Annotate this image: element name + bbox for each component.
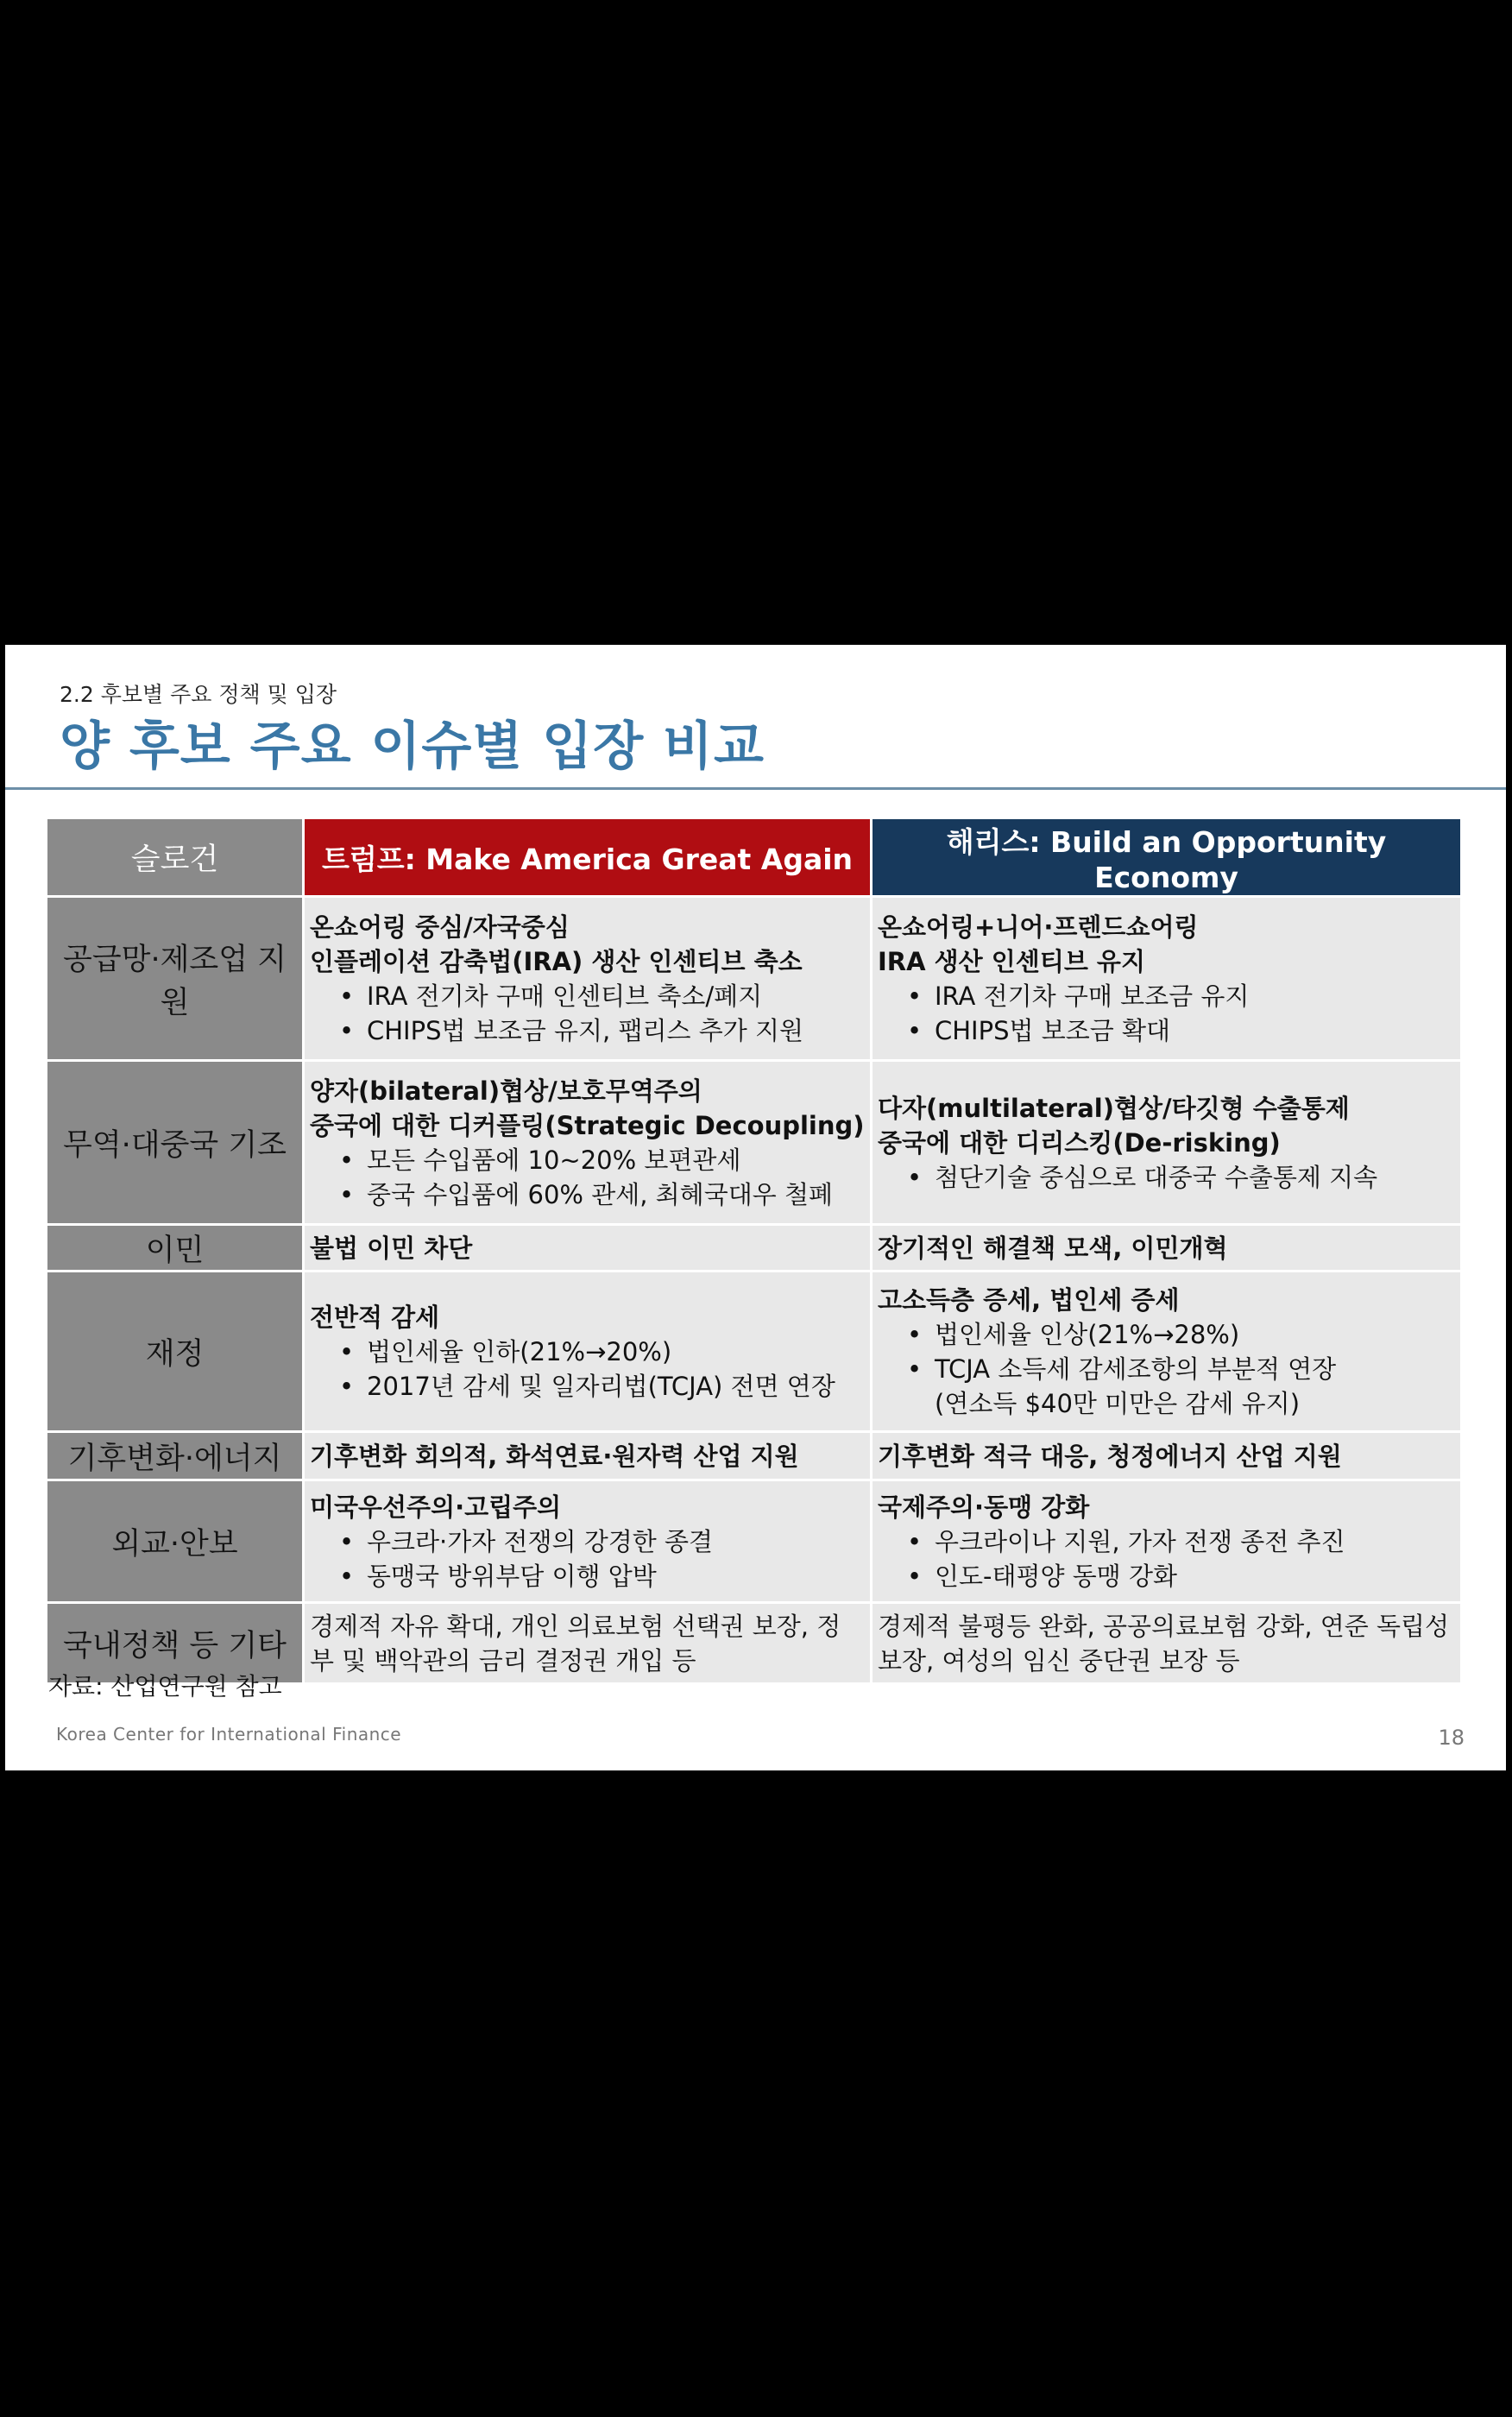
table-row bbox=[47, 1061, 1462, 1225]
table-row bbox=[47, 1480, 1462, 1603]
bullet-list bbox=[310, 1524, 865, 1593]
cell-line: 미국우선주의·고립주의 bbox=[310, 1492, 562, 1522]
header-trump-slogan: 트럼프: Make America Great Again bbox=[304, 818, 872, 897]
list-item: • 2017년 감세 및 일자리법(TCJA) 전면 연장 bbox=[367, 1369, 865, 1404]
cell-line: 다자(multilateral)협상/타깃형 수출통제 bbox=[878, 1093, 1350, 1123]
footer-org: Korea Center for International Finance bbox=[56, 1724, 402, 1745]
harris-cell bbox=[872, 1272, 1462, 1432]
trump-cell bbox=[304, 1225, 872, 1272]
table-row bbox=[47, 1272, 1462, 1432]
list-item: • 동맹국 방위부담 이행 압박 bbox=[367, 1559, 865, 1593]
cell-line: 불법 이민 차단 bbox=[310, 1233, 473, 1263]
trump-cell bbox=[304, 1480, 872, 1603]
cell-line: 기후변화 적극 대응, 청정에너지 산업 지원 bbox=[878, 1441, 1342, 1471]
list-item: • 법인세율 인상(21%→28%) bbox=[935, 1317, 1455, 1352]
cell-line: 기후변화 회의적, 화석연료·원자력 산업 지원 bbox=[310, 1441, 799, 1471]
table-header-row bbox=[47, 818, 1462, 897]
row-label: 기후변화·에너지 bbox=[47, 1432, 304, 1480]
harris-cell bbox=[872, 1225, 1462, 1272]
list-item: • CHIPS법 보조금 유지, 팹리스 추가 지원 bbox=[367, 1013, 865, 1048]
trump-cell bbox=[304, 1432, 872, 1480]
trump-cell: 경제적 자유 확대, 개인 의료보험 선택권 보장, 정부 및 백악관의 금리 결정권 개입 등 bbox=[304, 1603, 872, 1684]
bullet-list bbox=[310, 1335, 865, 1404]
cell-line: IRA 생산 인센티브 유지 bbox=[878, 946, 1145, 976]
page-title: 양 후보 주요 이슈별 입장 비교 bbox=[60, 716, 765, 777]
table-row bbox=[47, 1225, 1462, 1272]
list-item: • 중국 수입품에 60% 관세, 최혜국대우 철폐 bbox=[367, 1177, 865, 1212]
source-note: 자료: 산업연구원 참고 bbox=[48, 1672, 282, 1701]
page-number: 18 bbox=[1438, 1726, 1465, 1750]
list-item: • 인도-태평양 동맹 강화 bbox=[935, 1559, 1455, 1593]
cell-line: 중국에 대한 디커플링(Strategic Decoupling) bbox=[310, 1110, 865, 1140]
harris-cell: 경제적 불평등 완화, 공공의료보험 강화, 연준 독립성 보장, 여성의 임신 중단권 보장 등 bbox=[872, 1603, 1462, 1684]
row-label: 재정 bbox=[47, 1272, 304, 1432]
cell-line: 고소득층 증세, 법인세 증세 bbox=[878, 1284, 1180, 1315]
header-harris-slogan: 해리스: Build an Opportunity Economy bbox=[872, 818, 1462, 897]
row-label: 국내정책 등 기타 bbox=[47, 1603, 304, 1684]
table-row bbox=[47, 1432, 1462, 1480]
list-item: • 모든 수입품에 10~20% 보편관세 bbox=[367, 1143, 865, 1177]
row-label: 이민 bbox=[47, 1225, 304, 1272]
cell-line: 장기적인 해결책 모색, 이민개혁 bbox=[878, 1233, 1228, 1263]
bullet-list bbox=[878, 1524, 1455, 1593]
bullet-list bbox=[878, 1160, 1455, 1195]
trump-cell bbox=[304, 1272, 872, 1432]
bullet-list bbox=[878, 1317, 1455, 1386]
cell-line: 인플레이션 감축법(IRA) 생산 인센티브 축소 bbox=[310, 946, 803, 976]
bullet-list bbox=[310, 979, 865, 1048]
list-item: • 우크라이나 지원, 가자 전쟁 종전 추진 bbox=[935, 1524, 1455, 1559]
harris-cell bbox=[872, 1432, 1462, 1480]
row-label: 무역·대중국 기조 bbox=[47, 1061, 304, 1225]
trump-cell bbox=[304, 897, 872, 1061]
cell-line: 온쇼어링+니어·프렌드쇼어링 bbox=[878, 912, 1199, 942]
slide bbox=[5, 645, 1506, 1770]
harris-cell bbox=[872, 1480, 1462, 1603]
list-item: • IRA 전기차 구매 보조금 유지 bbox=[935, 979, 1455, 1013]
bullet-list bbox=[310, 1143, 865, 1212]
header-slogan-label: 슬로건 bbox=[47, 818, 304, 897]
list-item: • 첨단기술 중심으로 대중국 수출통제 지속 bbox=[935, 1160, 1455, 1195]
row-label: 외교·안보 bbox=[47, 1480, 304, 1603]
harris-cell bbox=[872, 897, 1462, 1061]
table-row bbox=[47, 897, 1462, 1061]
row-label: 공급망·제조업 지원 bbox=[47, 897, 304, 1061]
cell-line: 양자(bilateral)협상/보호무역주의 bbox=[310, 1076, 702, 1106]
list-item: • TCJA 소득세 감세조항의 부분적 연장 bbox=[935, 1352, 1455, 1386]
harris-cell bbox=[872, 1061, 1462, 1225]
section-subtitle: 2.2 후보별 주요 정책 및 입장 bbox=[60, 682, 337, 707]
comparison-table bbox=[45, 817, 1463, 1685]
bullet-continuation: (연소득 $40만 미만은 감세 유지) bbox=[935, 1388, 1301, 1418]
cell-line: 전반적 감세 bbox=[310, 1302, 440, 1332]
list-item: • 법인세율 인하(21%→20%) bbox=[367, 1335, 865, 1369]
bullet-list bbox=[878, 979, 1455, 1048]
cell-line: 온쇼어링 중심/자국중심 bbox=[310, 912, 570, 942]
title-divider bbox=[5, 787, 1506, 790]
list-item: • IRA 전기차 구매 인센티브 축소/폐지 bbox=[367, 979, 865, 1013]
trump-cell bbox=[304, 1061, 872, 1225]
cell-line: 국제주의·동맹 강화 bbox=[878, 1492, 1090, 1522]
list-item: • 우크라·가자 전쟁의 강경한 종결 bbox=[367, 1524, 865, 1559]
list-item: • CHIPS법 보조금 확대 bbox=[935, 1013, 1455, 1048]
cell-line: 중국에 대한 디리스킹(De-risking) bbox=[878, 1127, 1281, 1158]
